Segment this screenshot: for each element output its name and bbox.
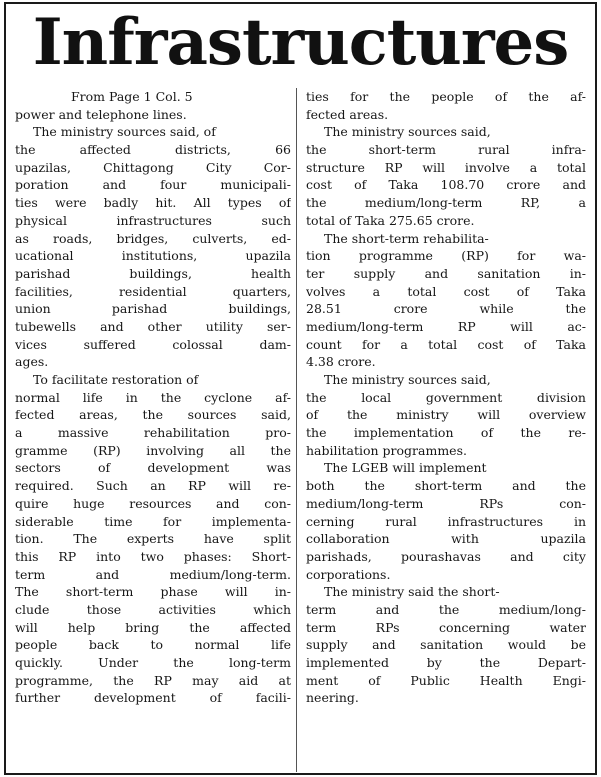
- text-line: ties for the people of the af-: [306, 89, 586, 104]
- text-line: ter supply and sanitation in-: [306, 265, 586, 281]
- text-line: medium/long-term RPs con-: [306, 495, 586, 511]
- text-line: normal life in the cyclone af-: [15, 389, 291, 405]
- text-line: parishad buildings, health: [15, 265, 291, 281]
- text-line: 4.38 crore.: [306, 354, 376, 370]
- column-divider: [296, 88, 297, 772]
- text-line: the implementation of the re-: [306, 425, 586, 441]
- text-line: cerning rural infrastructures in: [306, 513, 586, 529]
- text-line: ment of Public Health Engi-: [306, 672, 586, 688]
- text-line: neering.: [306, 690, 359, 706]
- text-line: medium/long-term RP will ac-: [306, 318, 586, 334]
- text-line: clude those activities which: [15, 601, 291, 617]
- text-line: parishads, pourashavas and city: [306, 548, 586, 564]
- text-line: a massive rehabilitation pro-: [15, 425, 291, 441]
- text-line: The LGEB will implement: [324, 460, 487, 476]
- text-line: the local government division: [306, 389, 586, 405]
- text-line: both the short-term and the: [306, 478, 586, 494]
- text-line: corporations.: [306, 566, 391, 582]
- text-line: total of Taka 275.65 crore.: [306, 212, 475, 228]
- text-line: From Page 1 Col. 5: [71, 89, 193, 104]
- text-line: as roads, bridges, culverts, ed-: [15, 230, 291, 246]
- text-line: tion programme (RP) for wa-: [306, 248, 586, 264]
- text-line: To facilitate restoration of: [33, 372, 199, 387]
- text-line: The ministry said the short-: [324, 584, 500, 600]
- text-line: The ministry sources said, of: [33, 124, 216, 140]
- article-column-left: [15, 88, 291, 707]
- text-line: term and medium/long-term.: [15, 566, 291, 582]
- headline: Infrastructures: [32, 5, 569, 80]
- text-line: The ministry sources said,: [324, 124, 491, 140]
- text-line: the medium/long-term RP, a: [306, 195, 586, 211]
- border-right: [595, 2, 597, 775]
- text-line: union parishad buildings,: [15, 301, 291, 317]
- text-line: The short-term rehabilita-: [324, 230, 489, 246]
- text-line: required. Such an RP will re-: [15, 478, 291, 494]
- text-line: ages.: [15, 354, 49, 370]
- text-line: will help bring the affected: [15, 619, 291, 635]
- text-line: poration and four municipali-: [15, 177, 291, 193]
- text-line: fected areas, the sources said,: [15, 407, 291, 423]
- border-left: [4, 2, 6, 775]
- text-line: this RP into two phases: Short-: [15, 548, 291, 564]
- text-line: facilities, residential quarters,: [15, 283, 291, 299]
- text-line: structure RP will involve a total: [306, 159, 586, 175]
- text-line: of the ministry will overview: [306, 407, 586, 423]
- text-line: count for a total cost of Taka: [306, 336, 586, 352]
- text-line: further development of facili-: [15, 690, 291, 706]
- border-bottom: [4, 773, 597, 775]
- text-line: people back to normal life: [15, 637, 291, 653]
- text-line: quickly. Under the long-term: [15, 655, 291, 670]
- text-line: The short-term phase will in-: [15, 584, 291, 600]
- text-line: physical infrastructures such: [15, 212, 291, 228]
- text-line: term RPs concerning water: [306, 619, 586, 635]
- text-line: term and the medium/long-: [306, 601, 586, 617]
- text-line: collaboration with upazila: [306, 531, 586, 547]
- text-line: volves a total cost of Taka: [306, 283, 586, 299]
- text-line: tion. The experts have split: [15, 531, 291, 547]
- article-column-right: [306, 88, 586, 707]
- text-line: ties were badly hit. All types of: [15, 195, 291, 211]
- text-line: sectors of development was: [15, 460, 291, 476]
- text-line: tubewells and other utility ser-: [15, 318, 291, 334]
- text-line: siderable time for implementa-: [15, 513, 291, 529]
- text-line: ucational institutions, upazila: [15, 248, 291, 264]
- text-line: habilitation programmes.: [306, 442, 467, 458]
- text-line: programme, the RP may aid at: [15, 672, 291, 688]
- text-line: the affected districts, 66: [15, 142, 291, 158]
- text-line: vices suffered colossal dam-: [15, 336, 291, 352]
- text-line: quire huge resources and con-: [15, 495, 291, 511]
- text-line: 28.51 crore while the: [306, 301, 586, 317]
- text-line: upazilas, Chittagong City Cor-: [15, 159, 291, 175]
- text-line: the short-term rural infra-: [306, 142, 586, 158]
- text-line: fected areas.: [306, 106, 389, 122]
- text-line: The ministry sources said,: [324, 372, 491, 387]
- text-line: cost of Taka 108.70 crore and: [306, 177, 586, 193]
- text-line: implemented by the Depart-: [306, 655, 586, 670]
- text-line: gramme (RP) involving all the: [15, 442, 291, 458]
- text-line: supply and sanitation would be: [306, 637, 586, 653]
- text-line: power and telephone lines.: [15, 106, 187, 122]
